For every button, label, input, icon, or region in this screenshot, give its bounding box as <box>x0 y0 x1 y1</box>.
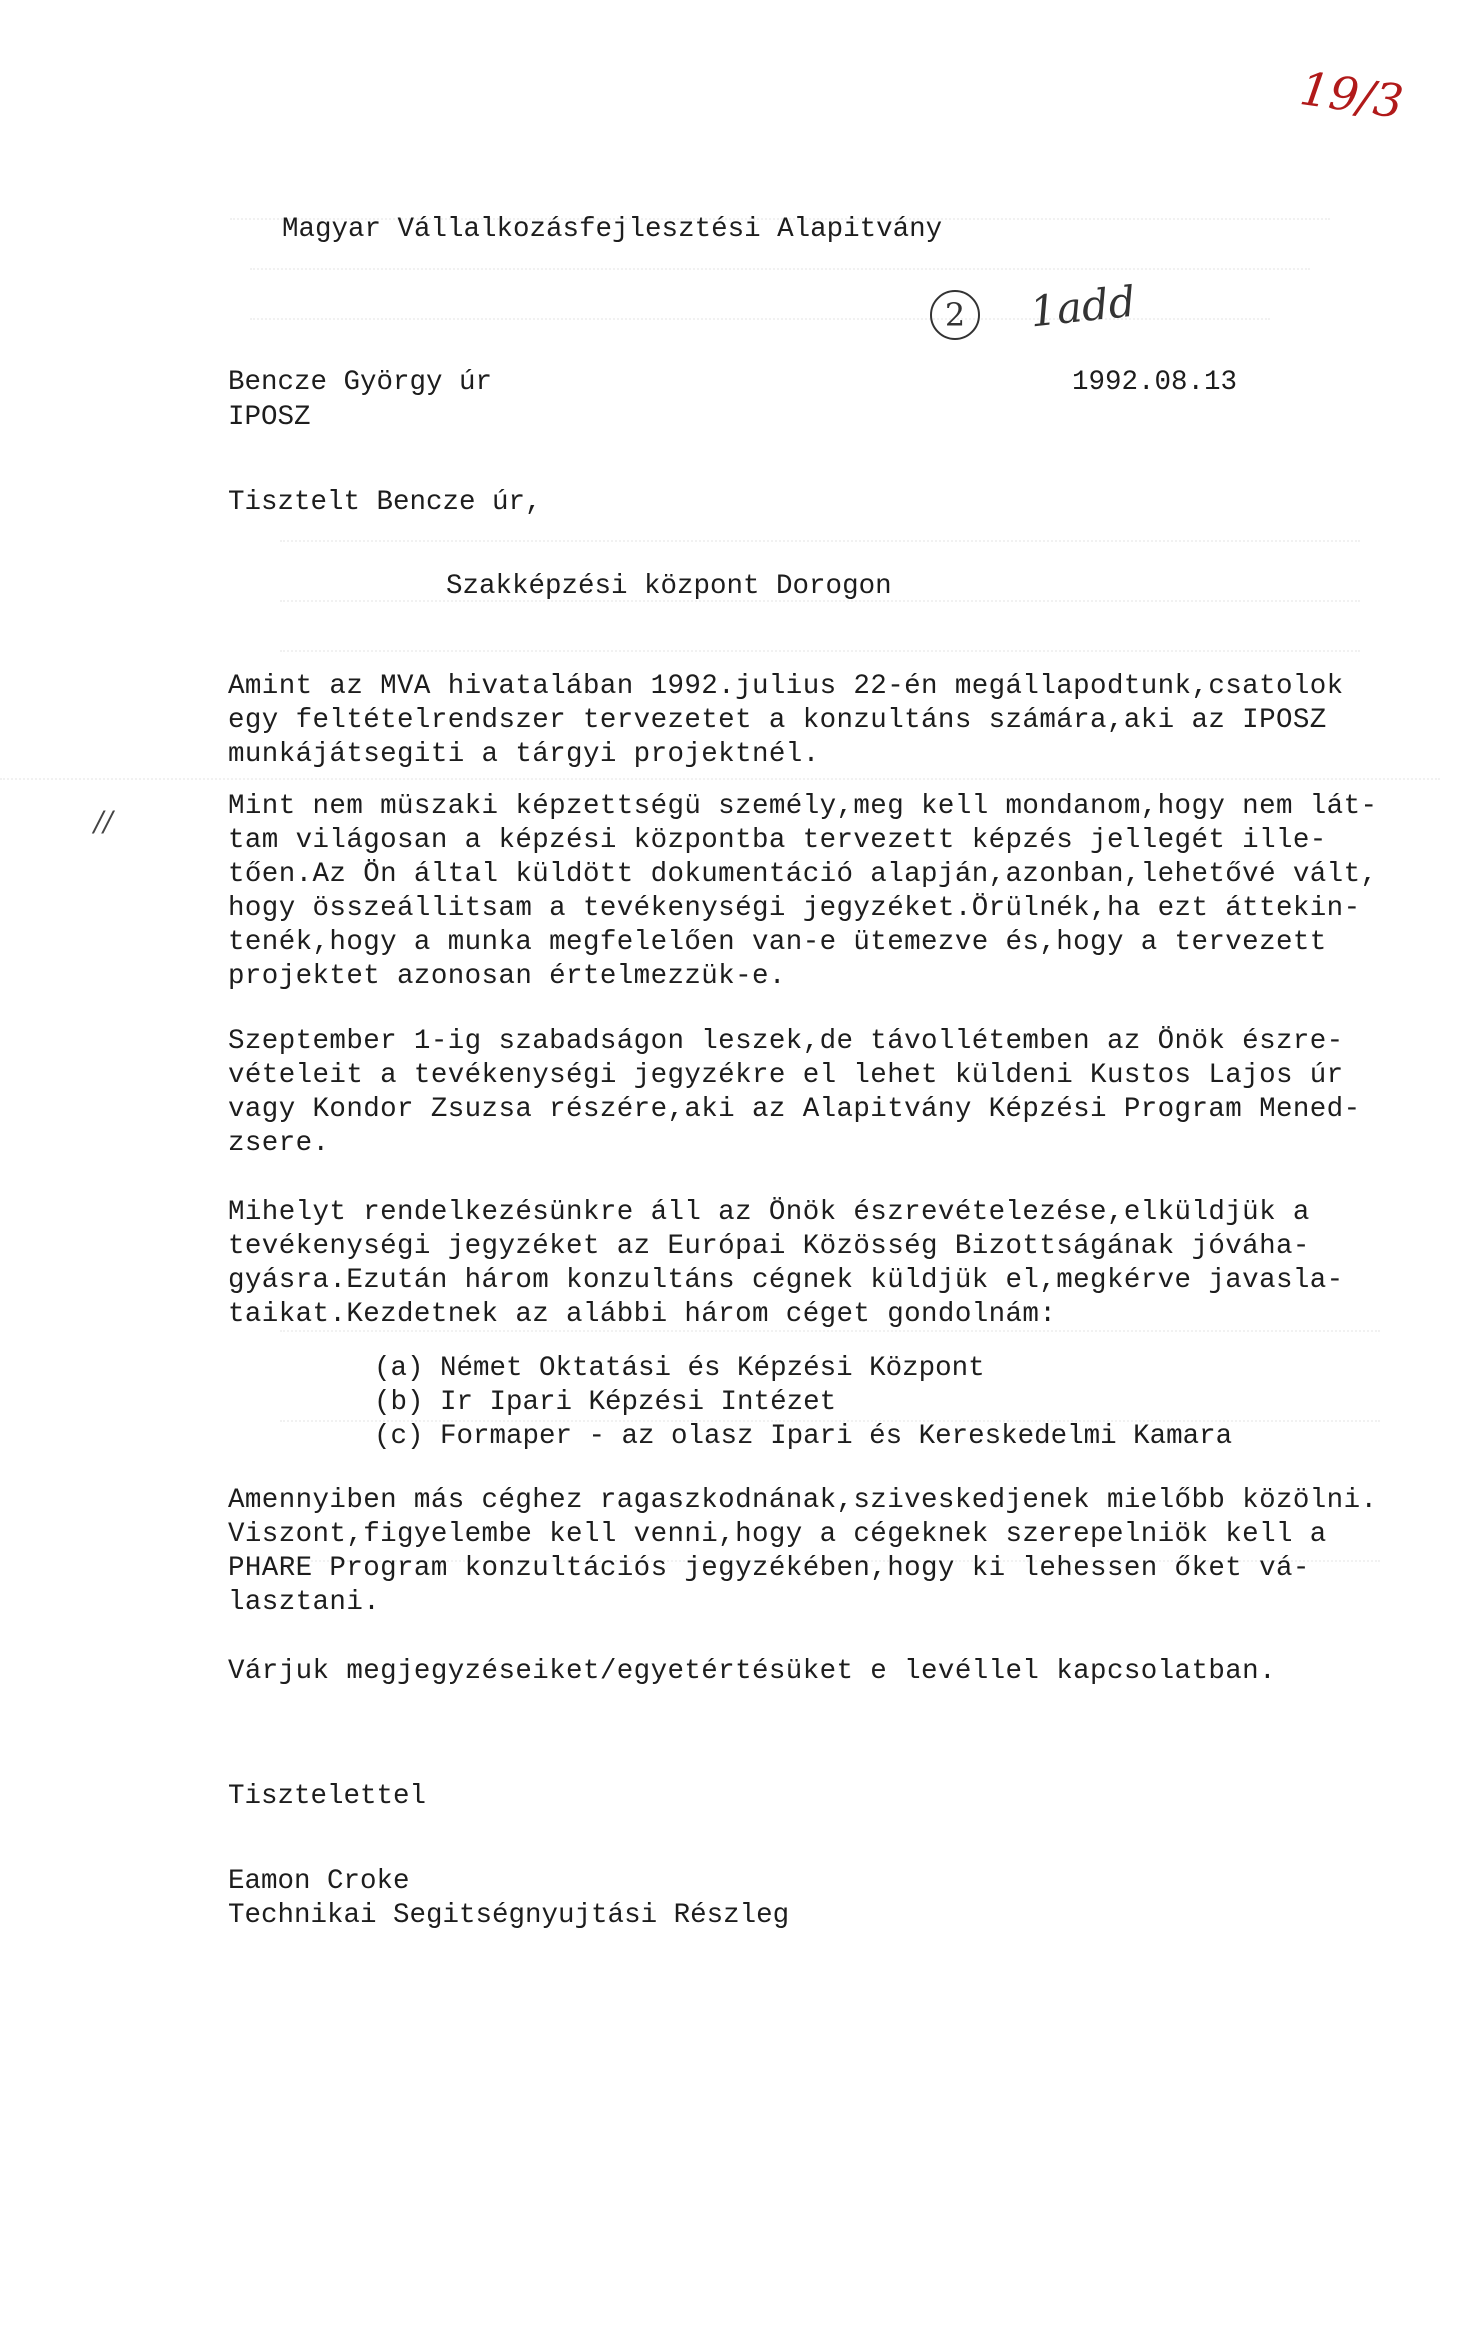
margin-mark: // <box>94 805 113 838</box>
paragraph-line: hogy összeállitsam a tevékenységi jegyzéket.Örülnék,ha ezt áttekin- <box>228 893 1361 924</box>
paragraph-line: Várjuk megjegyzéseiket/egyetértésüket e levéllel kapcsolatban. <box>228 1656 1276 1687</box>
handwritten-note: 1add <box>1027 276 1138 337</box>
paragraph-line: Mihelyt rendelkezésünkre áll az Önök észrevételezése,elküldjük a <box>228 1197 1310 1228</box>
paragraph-line: PHARE Program konzultációs jegyzékében,hogy ki lehessen őket vá- <box>228 1553 1310 1584</box>
greeting: Tisztelt Bencze úr, <box>228 487 542 518</box>
recipient-org: IPOSZ <box>228 402 311 433</box>
paragraph-line: tően.Az Ön által küldött dokumentáció alapján,azonban,lehetővé vált, <box>228 859 1378 890</box>
paragraph-line: tevékenységi jegyzéket az Európai Közösség Bizottságának jóváha- <box>228 1231 1310 1262</box>
company-list-item: (c) Formaper - az olasz Ipari és Kereskedelmi Kamara <box>374 1421 1233 1452</box>
paragraph-line: gyásra.Ezután három konzultáns cégnek küldjük el,megkérve javasla- <box>228 1265 1344 1296</box>
paragraph-line: zsere. <box>228 1128 330 1159</box>
paragraph-line: Szeptember 1-ig szabadságon leszek,de távollétemben az Önök észre- <box>228 1026 1344 1057</box>
paragraph-line: vagy Kondor Zsuzsa részére,aki az Alapitvány Képzési Program Mened- <box>228 1094 1361 1125</box>
paragraph-line: taikat.Kezdetnek az alábbi három céget gondolnám: <box>228 1299 1057 1330</box>
paragraph-line: Viszont,figyelembe kell venni,hogy a cégeknek szerepelniök kell a <box>228 1519 1327 1550</box>
signature-name: Eamon Croke <box>228 1866 410 1897</box>
bleed-through <box>250 268 1310 310</box>
paragraph-line: Mint nem müszaki képzettségü személy,meg kell mondanom,hogy nem lát- <box>228 791 1378 822</box>
paragraph-line: vételeit a tevékenységi jegyzékre el lehet küldeni Kustos Lajos úr <box>228 1060 1344 1091</box>
paragraph-line: munkájátsegiti a tárgyi projektnél. <box>228 739 820 770</box>
handwritten-page-number: 19/3 <box>1296 61 1407 129</box>
bleed-through <box>280 600 1360 642</box>
paragraph-line: projektet azonosan értelmezzük-e. <box>228 961 786 992</box>
paragraph-line: tam világosan a képzési központba tervezett képzés jellegét ille- <box>228 825 1327 856</box>
closing: Tisztelettel <box>228 1781 427 1812</box>
paragraph-line: lasztani. <box>228 1587 381 1618</box>
signature-title: Technikai Segitségnyujtási Részleg <box>228 1900 790 1931</box>
paragraph-line: Amennyiben más céghez ragaszkodnának,sziveskedjenek mielőbb közölni. <box>228 1485 1378 1516</box>
organization-header: Magyar Vállalkozásfejlesztési Alapitvány <box>282 214 943 245</box>
letter-date: 1992.08.13 <box>1072 367 1238 398</box>
circled-number: 2 <box>930 290 980 340</box>
paragraph-line: tenék,hogy a munka megfelelően van-e ütemezve és,hogy a tervezett <box>228 927 1327 958</box>
subject-line: Szakképzési központ Dorogon <box>446 571 892 602</box>
paragraph-line: Amint az MVA hivatalában 1992.julius 22-én megállapodtunk,csatolok <box>228 671 1344 702</box>
company-list-item: (b) Ir Ipari Képzési Intézet <box>374 1387 837 1418</box>
recipient-name: Bencze György úr <box>228 367 493 398</box>
paragraph-line: egy feltételrendszer tervezetet a konzultáns számára,aki az IPOSZ <box>228 705 1327 736</box>
company-list-item: (a) Német Oktatási és Képzési Központ <box>374 1353 985 1384</box>
